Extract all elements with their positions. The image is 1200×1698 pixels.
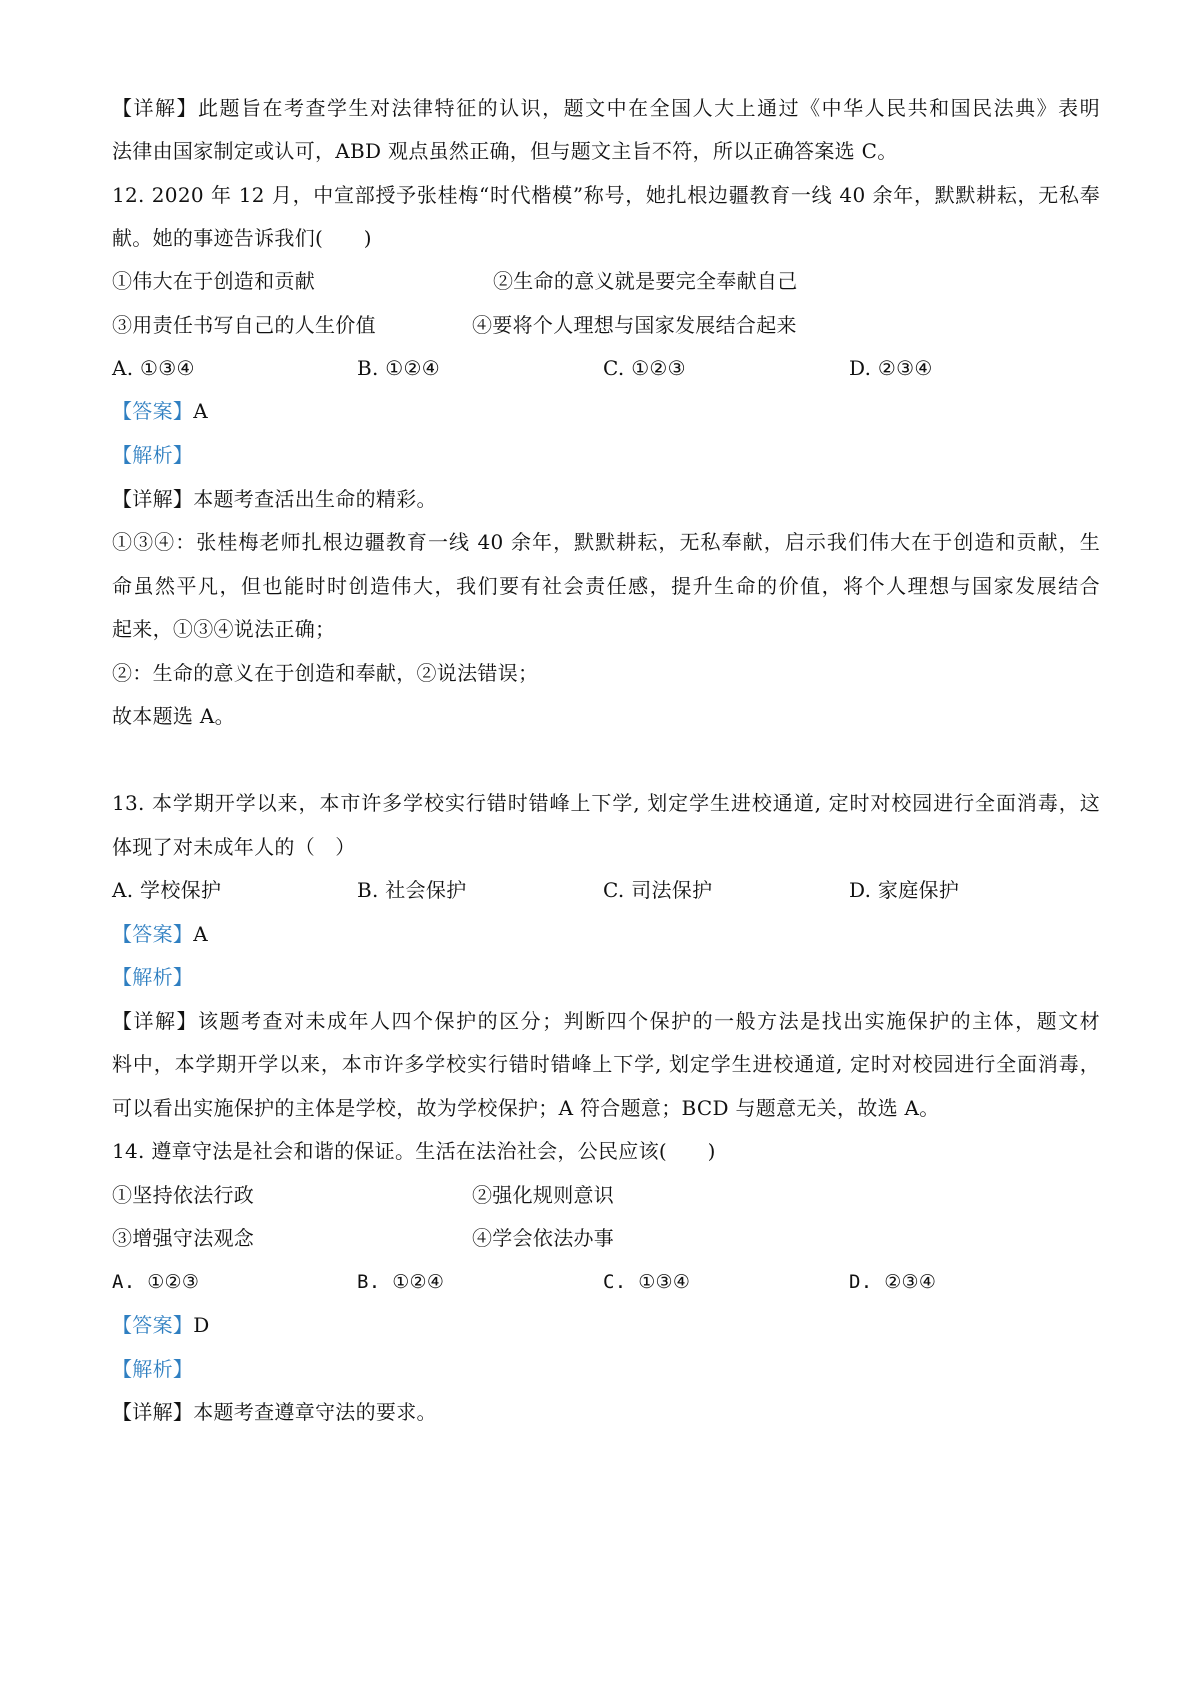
q14-analysis-tag: 【解析】: [112, 1357, 194, 1381]
q12-detail-line-3: 命虽然平凡，但也能时时创造伟大，我们要有社会责任感，提升生命的价值，将个人理想与国家发展结合: [112, 574, 1100, 598]
answer-tag: 【答案】: [112, 1313, 194, 1337]
q14-option-a: A. ①②③: [112, 1271, 200, 1293]
q12-analysis-tag: 【解析】: [112, 443, 194, 467]
q13-stem-line-2: 体现了对未成年人的（ ）: [112, 835, 356, 859]
q12-statement-3: ③用责任书写自己的人生价值: [112, 313, 376, 337]
q12-statement-4: ④要将个人理想与国家发展结合起来: [472, 313, 797, 337]
q12-detail-line-2: ①③④：张桂梅老师扎根边疆教育一线 40 余年，默默耕耘，无私奉献，启示我们伟大在于创造和贡献，生: [112, 530, 1100, 554]
q13-analysis-tag: 【解析】: [112, 965, 194, 989]
q12-detail-line-6: 故本题选 A。: [112, 704, 235, 728]
q11-detail-line-1: 【详解】此题旨在考查学生对法律特征的认识，题文中在全国人大上通过《中华人民共和国民法典》表明: [112, 96, 1100, 120]
answer-value: D: [193, 1313, 210, 1337]
q11-detail-line-2: 法律由国家制定或认可，ABD 观点虽然正确，但与题文主旨不符，所以正确答案选 C。: [112, 139, 898, 163]
q12-answer: [112, 397, 1100, 425]
q14-statement-2: ②强化规则意识: [472, 1183, 615, 1207]
q13-option-b: B. 社会保护: [357, 878, 467, 902]
q12-option-b: B. ①②④: [357, 356, 441, 380]
q12-detail-line-5: ②：生命的意义在于创造和奉献，②说法错误；: [112, 661, 539, 685]
q13-option-c: C. 司法保护: [603, 878, 713, 902]
answer-value: A: [193, 922, 208, 946]
q12-option-c: C. ①②③: [603, 356, 686, 380]
q14-statement-3: ③增强守法观念: [112, 1226, 255, 1250]
q14-statement-4: ④学会依法办事: [472, 1226, 615, 1250]
q13-option-d: D. 家庭保护: [849, 878, 960, 902]
q14-answer: [112, 1311, 1100, 1339]
q14-stem: 14. 遵章守法是社会和谐的保证。生活在法治社会，公民应该( ): [112, 1139, 716, 1163]
q14-statement-row-2: [112, 1224, 1100, 1252]
q13-option-a: A. 学校保护: [112, 878, 222, 902]
q12-stem-line-1: 12. 2020 年 12 月，中宣部授予张桂梅“时代楷模”称号，她扎根边疆教育一线 40 余年，默默耕耘，无私奉: [112, 183, 1100, 207]
q13-detail-line-1: 【详解】该题考查对未成年人四个保护的区分；判断四个保护的一般方法是找出实施保护的主体，题文材: [112, 1009, 1100, 1033]
q13-stem-line-1: 13. 本学期开学以来，本市许多学校实行错时错峰上下学, 划定学生进校通道, 定时对校园进行全面消毒，这: [112, 791, 1100, 815]
q14-option-b: B. ①②④: [357, 1271, 445, 1293]
q13-options: [112, 876, 1100, 904]
q14-detail: 【详解】本题考查遵章守法的要求。: [112, 1400, 437, 1424]
q12-option-a: A. ①③④: [112, 356, 195, 380]
q12-statement-1: ①伟大在于创造和贡献: [112, 269, 315, 293]
q14-options: [112, 1268, 1100, 1296]
q12-options: [112, 354, 1100, 382]
q12-statement-row-2: [112, 311, 1100, 339]
q13-answer: [112, 920, 1100, 948]
q14-statement-row-1: [112, 1181, 1100, 1209]
q14-statement-1: ①坚持依法行政: [112, 1183, 255, 1207]
q12-statement-2: ②生命的意义就是要完全奉献自己: [493, 269, 798, 293]
answer-tag: 【答案】: [112, 399, 194, 423]
q12-option-d: D. ②③④: [849, 356, 933, 380]
q12-statement-row-1: [112, 267, 1100, 295]
answer-value: A: [193, 399, 208, 423]
q13-detail-line-3: 可以看出实施保护的主体是学校，故为学校保护；A 符合题意；BCD 与题意无关，故选 A。: [112, 1096, 940, 1120]
q12-detail-line-1: 【详解】本题考查活出生命的精彩。: [112, 487, 437, 511]
q12-stem-line-2: 献。她的事迹告诉我们( ): [112, 226, 372, 250]
q14-option-d: D. ②③④: [849, 1271, 937, 1293]
q14-option-c: C. ①③④: [603, 1271, 691, 1293]
q12-detail-line-4: 起来，①③④说法正确；: [112, 617, 336, 641]
q13-detail-line-2: 料中，本学期开学以来，本市许多学校实行错时错峰上下学, 划定学生进校通道, 定时对校园进行全面消毒，: [112, 1052, 1100, 1076]
answer-tag: 【答案】: [112, 922, 194, 946]
